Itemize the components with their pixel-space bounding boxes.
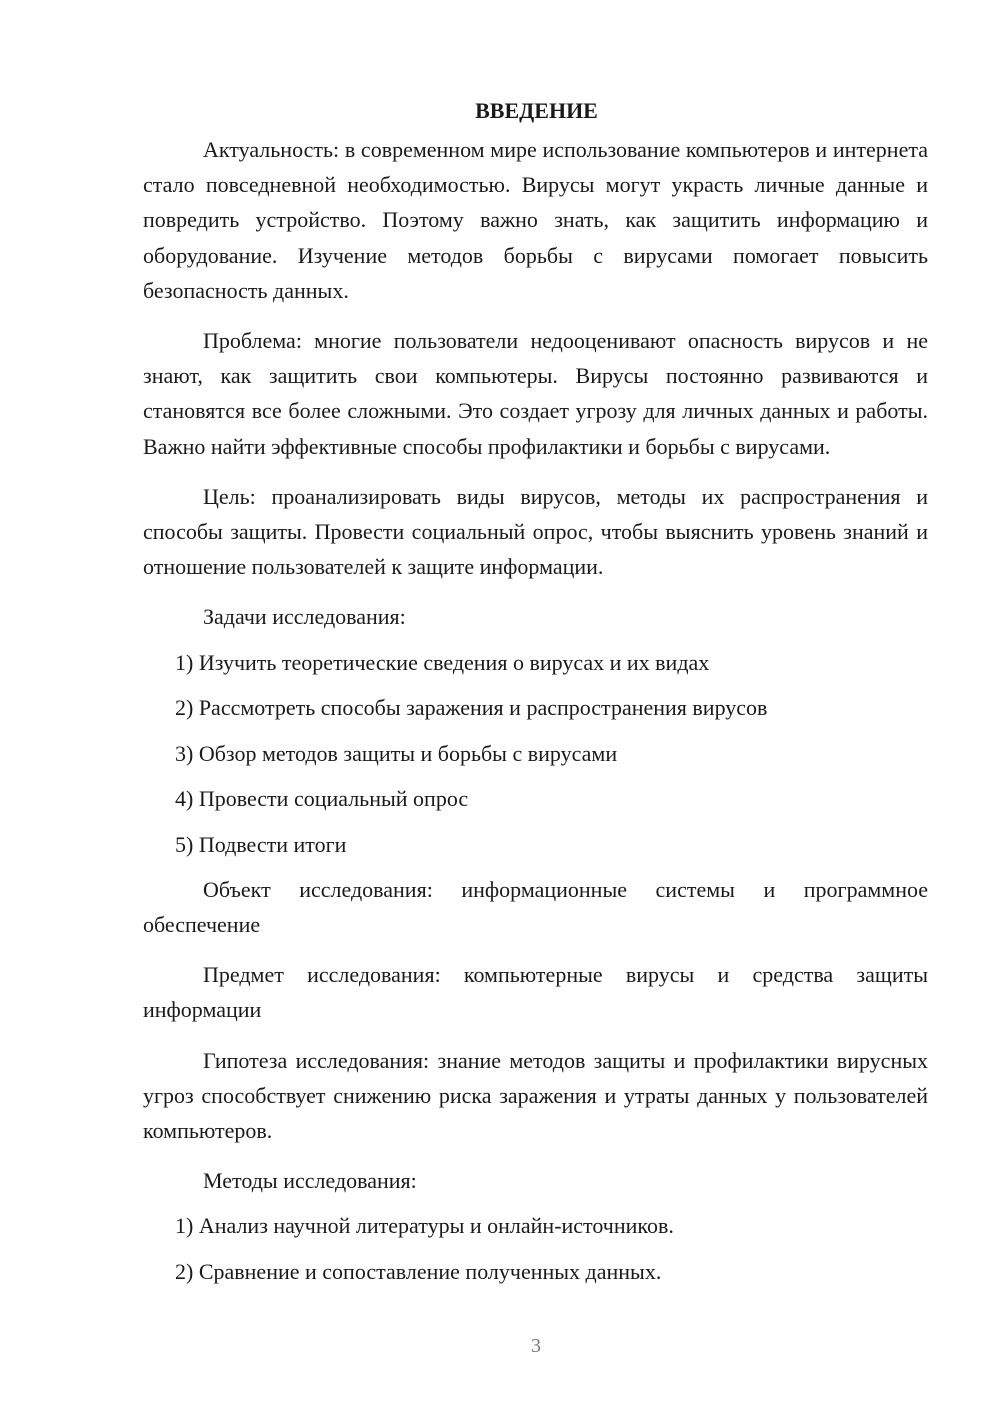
section-title: ВВЕДЕНИЕ [475, 98, 598, 123]
list-item: 2) Рассмотреть способы заражения и распространения вирусов [175, 695, 768, 721]
methods-heading: Методы исследования: [203, 1168, 417, 1194]
page-number: 3 [531, 1335, 541, 1357]
list-item: 1) Изучить теоретические сведения о вирусах и их видах [175, 649, 710, 675]
list-item: 2) Сравнение и сопоставление полученных данных. [175, 1258, 662, 1284]
goal-paragraph: Цель: проанализировать виды вирусов, методы их распространения и способы защиты. Провести социальный опрос, чтобы выяснить уровень знаний и отношение пользователей к защите информации. [143, 483, 928, 580]
problem-paragraph: Проблема: многие пользователи недооценивают опасность вирусов и не знают, как защитить свои компьютеры. Вирусы постоянно развиваются и становятся все более сложными. Это создает угрозу для личных данных и работы. Важно найти эффективные способы профилактики и борьбы с вирусами. [143, 328, 928, 459]
list-item: 5) Подвести итоги [175, 831, 347, 857]
hypothesis-paragraph: Гипотеза исследования: знание методов защиты и профилактики вирусных угроз способствует снижению риска заражения и утраты данных у пользователей компьютеров. [143, 1047, 928, 1144]
list-item: 4) Провести социальный опрос [175, 786, 469, 812]
list-item: 1) Анализ научной литературы и онлайн-источников. [175, 1213, 674, 1239]
subject-paragraph: Предмет исследования: компьютерные вирусы и средства защиты информации [143, 962, 928, 1023]
document-page [143, 96, 928, 1299]
tasks-list [143, 645, 928, 862]
object-paragraph: Объект исследования: информационные системы и программное обеспечение [143, 876, 928, 938]
list-item: 3) Обзор методов защиты и борьбы с вирусами [175, 740, 618, 766]
relevance-paragraph: Актуальность: в современном мире использование компьютеров и интернета стало повседневной необходимостью. Вирусы могут украсть личные данные и повредить устройство. Поэтому важно знать, как защитить информацию и оборудование. Изучение методов борьбы с вирусами помогает повысить безопасность данных. [143, 137, 928, 303]
tasks-heading: Задачи исследования: [203, 604, 406, 630]
methods-list [143, 1208, 928, 1289]
